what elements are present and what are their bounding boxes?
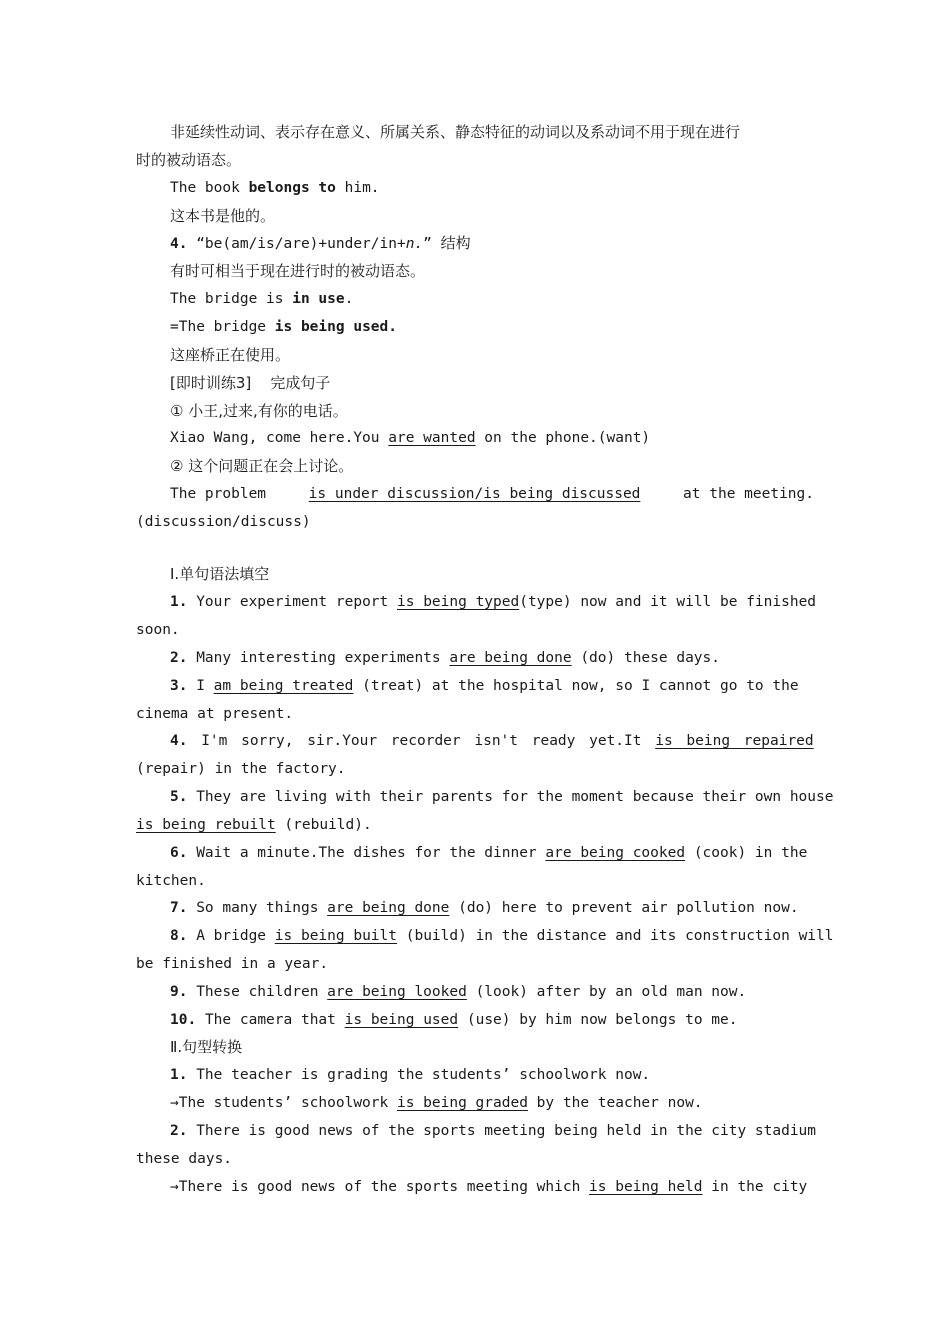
part-1-item-10: 10. The camera that is being used (use) by him now belongs to me. [170, 1012, 738, 1028]
practice-3-q2-english: The problem is under discussion/is being discussed at the meeting. [170, 486, 814, 502]
answer-blank: are being looked [327, 984, 467, 1000]
answer-blank: am being treated [213, 678, 354, 694]
answer-blank: are wanted [388, 430, 476, 446]
section-4-heading: 4. “be(am/is/are)+under/in+n.” 结构 [170, 234, 471, 252]
part-1-item-3-cont: cinema at present. [136, 706, 294, 722]
practice-3-q1-chinese: ① 小王,过来,有你的电话。 [170, 402, 348, 420]
part-1-item-4-cont: (repair) in the factory. [136, 761, 346, 777]
practice-3-q2-continuation: (discussion/discuss) [136, 514, 311, 530]
part-2-item-2: 2. There is good news of the sports meeting being held in the city stadium [170, 1123, 817, 1139]
part-1-item-7: 7. So many things are being done (do) here to prevent air pollution now. [170, 900, 799, 916]
part-1-item-5-cont: is being rebuilt (rebuild). [136, 817, 372, 833]
section-4-example-1: The bridge is in use. [170, 291, 354, 307]
answer-blank: is being graded [396, 1095, 528, 1111]
section-4-example-2: =The bridge is being used. [170, 319, 397, 335]
part-1-item-8-cont: be finished in a year. [136, 956, 329, 972]
intro-line-2: 时的被动语态。 [136, 151, 242, 169]
answer-blank: is being rebuilt [136, 817, 276, 833]
section-4-description: 有时可相当于现在进行时的被动语态。 [170, 262, 426, 280]
part-1-item-9: 9. These children are being looked (look) after by an old man now. [170, 984, 747, 1000]
part-1-item-1-cont: soon. [136, 622, 180, 638]
section-4-translation: 这座桥正在使用。 [170, 346, 291, 364]
part-2-title: Ⅱ.句型转换 [170, 1038, 243, 1056]
part-2-item-2-answer: →There is good news of the sports meeting which is being held in the city [170, 1179, 808, 1195]
practice-3-q1-english: Xiao Wang, come here.You are wanted on the phone.(want) [170, 430, 651, 446]
part-1-item-6-cont: kitchen. [136, 873, 206, 889]
part-2-item-1: 1. The teacher is grading the students’ schoolwork now. [170, 1067, 651, 1083]
part-1-title: Ⅰ.单句语法填空 [170, 565, 270, 583]
part-1-item-2: 2. Many interesting experiments are being done (do) these days. [170, 650, 720, 666]
part-2-item-1-answer: →The students’ schoolwork is being graded by the teacher now. [170, 1095, 703, 1111]
answer-blank: are being cooked [545, 845, 686, 861]
part-2-item-2-cont: these days. [136, 1151, 233, 1167]
answer-blank: is under discussion/is being discussed [308, 486, 641, 502]
answer-blank: is being used [344, 1012, 459, 1028]
practice-3-title: [即时训练3] 完成句子 [170, 374, 331, 392]
answer-blank: are being done [327, 900, 450, 916]
part-1-item-6: 6. Wait a minute.The dishes for the dinner are being cooked (cook) in the [170, 845, 808, 861]
intro-example-translation: 这本书是他的。 [170, 207, 276, 225]
answer-blank: are being done [449, 650, 572, 666]
answer-blank: is being built [274, 928, 397, 944]
intro-line-1: 非延续性动词、表示存在意义、所属关系、静态特征的动词以及系动词不用于现在进行 [170, 123, 741, 141]
intro-example: The book belongs to him. [170, 180, 380, 196]
part-1-item-8: 8. A bridge is being built (build) in the distance and its construction will [170, 928, 834, 944]
answer-blank: is being held [589, 1179, 703, 1195]
part-1-item-4: 4. I'm sorry, sir.Your recorder isn't ready yet.It is being repaired [170, 733, 814, 749]
part-1-item-5: 5. They are living with their parents for the moment because their own house [170, 789, 834, 805]
practice-3-q2-chinese: ② 这个问题正在会上讨论。 [170, 457, 354, 475]
answer-blank: is being repaired [655, 733, 814, 749]
answer-blank: is being typed [397, 594, 520, 610]
part-1-item-3: 3. I am being treated (treat) at the hospital now, so I cannot go to the [170, 678, 799, 694]
part-1-item-1: 1. Your experiment report is being typed(type) now and it will be finished [170, 594, 817, 610]
